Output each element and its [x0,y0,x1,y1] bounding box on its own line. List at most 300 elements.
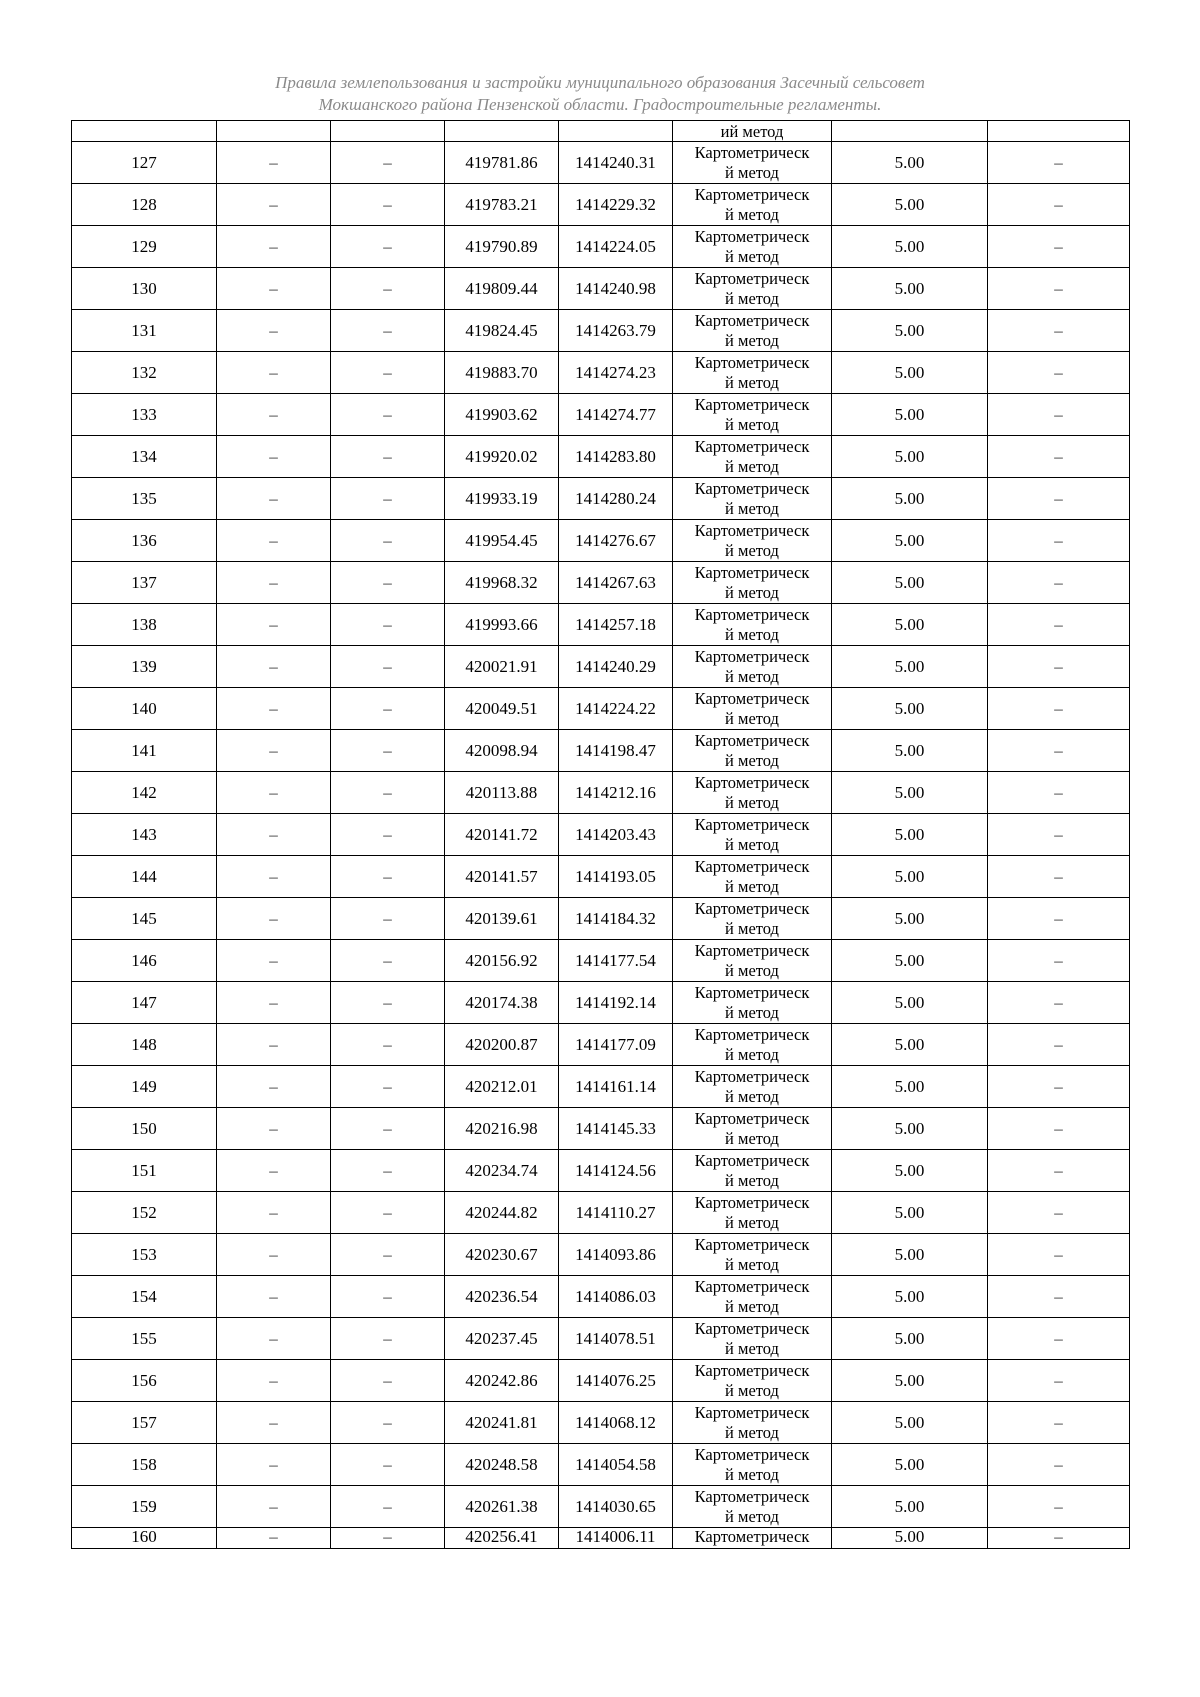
x-coordinate-cell: 419824.45 [445,310,559,352]
method-cell: Картометрическ [673,1528,832,1549]
old-y-cell: – [331,310,445,352]
point-number-cell: 143 [72,814,217,856]
x-coordinate-cell: 419790.89 [445,226,559,268]
method-cell: Картометрическ й метод [673,730,832,772]
old-x-cell: – [217,1402,331,1444]
point-number-cell: 153 [72,1234,217,1276]
accuracy-cell: 5.00 [832,1066,988,1108]
x-coordinate-cell: 420174.38 [445,982,559,1024]
accuracy-cell: 5.00 [832,1486,988,1528]
method-cell: Картометрическ й метод [673,184,832,226]
x-coordinate-cell: 419903.62 [445,394,559,436]
point-number-cell: 144 [72,856,217,898]
y-coordinate-cell: 1414240.29 [559,646,673,688]
table-row [72,1318,1130,1360]
x-coordinate-cell: 420156.92 [445,940,559,982]
y-coordinate-cell: 1414198.47 [559,730,673,772]
accuracy-cell: 5.00 [832,688,988,730]
header-line-2: Мокшанского района Пензенской области. Градостроительные регламенты. [318,95,882,114]
table-row [72,184,1130,226]
point-number-cell: 157 [72,1402,217,1444]
description-cell: – [988,814,1130,856]
point-number-cell: 155 [72,1318,217,1360]
x-coordinate-cell: 420049.51 [445,688,559,730]
description-cell: – [988,856,1130,898]
old-y-cell: – [331,142,445,184]
accuracy-cell: 5.00 [832,142,988,184]
method-cell: Картометрическ й метод [673,646,832,688]
description-cell: – [988,688,1130,730]
point-number-cell: 145 [72,898,217,940]
accuracy-cell: 5.00 [832,646,988,688]
old-y-cell: – [331,1276,445,1318]
point-number-cell: 130 [72,268,217,310]
old-x-cell: – [217,1024,331,1066]
y-coordinate-cell: 1414274.77 [559,394,673,436]
method-cell: Картометрическ й метод [673,688,832,730]
description-cell: – [988,1192,1130,1234]
method-cell: Картометрическ й метод [673,940,832,982]
old-x-cell: – [217,1234,331,1276]
table-row [72,478,1130,520]
table-row [72,1192,1130,1234]
y-coordinate-cell: 1414203.43 [559,814,673,856]
x-coordinate-cell: 419809.44 [445,268,559,310]
old-x-cell: – [217,772,331,814]
method-cell: Картометрическ й метод [673,1234,832,1276]
y-coordinate-cell: 1414240.31 [559,142,673,184]
accuracy-cell: 5.00 [832,814,988,856]
table-body [72,121,1130,1549]
method-cell: Картометрическ й метод [673,268,832,310]
x-coordinate-cell: 420242.86 [445,1360,559,1402]
table-row [72,856,1130,898]
y-coordinate-cell: 1414224.05 [559,226,673,268]
method-cell: Картометрическ й метод [673,898,832,940]
old-x-cell: – [217,394,331,436]
old-x-cell: – [217,856,331,898]
old-y-cell: – [331,982,445,1024]
y-coordinate-cell: 1414161.14 [559,1066,673,1108]
old-y-cell: – [331,1360,445,1402]
x-coordinate-cell: 420237.45 [445,1318,559,1360]
point-number-cell: 158 [72,1444,217,1486]
accuracy-cell: 5.00 [832,898,988,940]
old-x-cell: – [217,184,331,226]
y-coordinate-cell: 1414192.14 [559,982,673,1024]
old-y-cell: – [331,772,445,814]
y-coordinate-cell: 1414240.98 [559,268,673,310]
method-cell: Картометрическ й метод [673,1402,832,1444]
method-cell: Картометрическ й метод [673,1024,832,1066]
description-cell: – [988,1360,1130,1402]
old-y-cell: – [331,646,445,688]
x-coordinate-cell: 420200.87 [445,1024,559,1066]
x-coordinate-cell: 420256.41 [445,1528,559,1549]
method-cell: Картометрическ й метод [673,982,832,1024]
point-number-cell: 127 [72,142,217,184]
point-number-cell: 131 [72,310,217,352]
y-coordinate-cell: 1414110.27 [559,1192,673,1234]
description-cell: – [988,1234,1130,1276]
old-y-cell: – [331,1528,445,1549]
point-number-cell: 150 [72,1108,217,1150]
description-cell: – [988,1066,1130,1108]
old-y-cell: – [331,1192,445,1234]
old-x-cell: – [217,1150,331,1192]
y-coordinate-cell: 1414093.86 [559,1234,673,1276]
accuracy-cell: 5.00 [832,562,988,604]
x-coordinate-cell: 420141.72 [445,814,559,856]
x-coordinate-cell: 420141.57 [445,856,559,898]
x-coordinate-cell: 420212.01 [445,1066,559,1108]
accuracy-cell: 5.00 [832,1360,988,1402]
x-coordinate-cell: 420021.91 [445,646,559,688]
method-cell: Картометрическ й метод [673,1066,832,1108]
description-cell: – [988,982,1130,1024]
table-row [72,1444,1130,1486]
old-y-cell: – [331,562,445,604]
method-cell: Картометрическ й метод [673,856,832,898]
table-row [72,226,1130,268]
old-y-cell: – [331,1066,445,1108]
method-cell: Картометрическ й метод [673,436,832,478]
old-x-cell: – [217,478,331,520]
accuracy-cell: 5.00 [832,940,988,982]
y-coordinate-cell: 1414274.23 [559,352,673,394]
accuracy-cell: 5.00 [832,772,988,814]
x-coordinate-cell: 419781.86 [445,142,559,184]
description-cell: – [988,1402,1130,1444]
method-cell: Картометрическ й метод [673,1276,832,1318]
x-coordinate-cell: 420241.81 [445,1402,559,1444]
method-cell: Картометрическ й метод [673,1486,832,1528]
old-x-cell: – [217,1276,331,1318]
old-x-cell: – [217,982,331,1024]
description-cell: – [988,478,1130,520]
point-number-cell: 138 [72,604,217,646]
old-y-cell: – [331,478,445,520]
point-number-cell: 133 [72,394,217,436]
y-coordinate-cell: 1414184.32 [559,898,673,940]
old-x-cell: – [217,1486,331,1528]
table-row [72,394,1130,436]
accuracy-cell: 5.00 [832,1528,988,1549]
description-cell: – [988,1024,1130,1066]
accuracy-cell: 5.00 [832,604,988,646]
accuracy-cell: 5.00 [832,1234,988,1276]
description-cell: – [988,1528,1130,1549]
old-y-cell: – [331,1444,445,1486]
x-coordinate-cell: 419954.45 [445,520,559,562]
y-coordinate-cell: 1414177.09 [559,1024,673,1066]
x-coordinate-cell: 419968.32 [445,562,559,604]
point-number-cell: 135 [72,478,217,520]
method-cell: Картометрическ й метод [673,310,832,352]
accuracy-cell: 5.00 [832,520,988,562]
point-number-cell: 140 [72,688,217,730]
method-cell: Картометрическ й метод [673,1192,832,1234]
method-cell: Картометрическ й метод [673,394,832,436]
method-cell: Картометрическ й метод [673,814,832,856]
y-coordinate-cell: 1414030.65 [559,1486,673,1528]
x-coordinate-cell: 419993.66 [445,604,559,646]
table-row [72,982,1130,1024]
description-cell: – [988,520,1130,562]
table-row [72,940,1130,982]
table-row [72,1024,1130,1066]
description-cell: – [988,730,1130,772]
description-cell: – [988,1318,1130,1360]
table-row [72,604,1130,646]
method-cell: Картометрическ й метод [673,478,832,520]
x-coordinate-cell: 420261.38 [445,1486,559,1528]
x-coordinate-cell: 420248.58 [445,1444,559,1486]
old-y-cell: – [331,1150,445,1192]
point-number-cell: 136 [72,520,217,562]
y-coordinate-cell: 1414229.32 [559,184,673,226]
accuracy-cell: 5.00 [832,310,988,352]
y-coordinate-cell: 1414078.51 [559,1318,673,1360]
point-number-cell: 142 [72,772,217,814]
old-x-cell: – [217,1318,331,1360]
method-cell: Картометрическ й метод [673,1318,832,1360]
old-y-cell: – [331,730,445,772]
table-row [72,436,1130,478]
x-coordinate-cell: 420113.88 [445,772,559,814]
old-y-cell: – [331,1234,445,1276]
y-coordinate-cell: 1414076.25 [559,1360,673,1402]
point-number-cell: 128 [72,184,217,226]
point-number-cell: 152 [72,1192,217,1234]
x-coordinate-cell: 419783.21 [445,184,559,226]
old-x-cell: – [217,520,331,562]
table-row [72,268,1130,310]
accuracy-cell: 5.00 [832,184,988,226]
old-x-cell: – [217,436,331,478]
description-cell: – [988,1276,1130,1318]
x-coordinate-cell: 420139.61 [445,898,559,940]
old-x-cell: – [217,562,331,604]
method-cell: Картометрическ й метод [673,142,832,184]
x-coordinate-cell: 420230.67 [445,1234,559,1276]
point-number-cell: 147 [72,982,217,1024]
header-line-1: Правила землепользования и застройки муниципального образования Засечный сельсовет [275,73,925,92]
description-cell: – [988,436,1130,478]
description-cell: – [988,1444,1130,1486]
old-x-cell: – [217,604,331,646]
old-y-cell: – [331,940,445,982]
table-row [72,1360,1130,1402]
table-row [72,688,1130,730]
old-y-cell: – [331,856,445,898]
table-row [72,646,1130,688]
method-cell: Картометрическ й метод [673,772,832,814]
accuracy-cell: 5.00 [832,1402,988,1444]
old-x-cell: – [217,268,331,310]
accuracy-cell: 5.00 [832,1108,988,1150]
point-number-cell: 141 [72,730,217,772]
accuracy-cell: 5.00 [832,1024,988,1066]
description-cell: – [988,940,1130,982]
y-coordinate-cell: 1414283.80 [559,436,673,478]
table-row [72,1486,1130,1528]
old-y-cell: – [331,1318,445,1360]
x-coordinate-cell: 420236.54 [445,1276,559,1318]
point-number-cell: 156 [72,1360,217,1402]
table-row [72,1528,1130,1549]
x-coordinate-cell: 419933.19 [445,478,559,520]
method-cell: Картометрическ й метод [673,1360,832,1402]
accuracy-cell: 5.00 [832,1444,988,1486]
y-coordinate-cell: 1414086.03 [559,1276,673,1318]
y-coordinate-cell: 1414212.16 [559,772,673,814]
description-cell: – [988,352,1130,394]
table-row [72,352,1130,394]
accuracy-cell: 5.00 [832,1318,988,1360]
point-number-cell: 151 [72,1150,217,1192]
accuracy-cell: 5.00 [832,730,988,772]
table-row [72,898,1130,940]
accuracy-cell: 5.00 [832,394,988,436]
old-x-cell: – [217,310,331,352]
description-cell: – [988,394,1130,436]
table-row [72,772,1130,814]
description-cell: – [988,310,1130,352]
old-x-cell: – [217,1528,331,1549]
table-row [72,562,1130,604]
point-number-cell: 154 [72,1276,217,1318]
old-y-cell: – [331,1402,445,1444]
table-row [72,1402,1130,1444]
old-x-cell: – [217,898,331,940]
method-cell: ий метод [673,121,832,142]
table-row [72,520,1130,562]
point-number-cell: 149 [72,1066,217,1108]
old-y-cell: – [331,1486,445,1528]
x-coordinate-cell: 420098.94 [445,730,559,772]
old-y-cell: – [331,688,445,730]
y-coordinate-cell: 1414145.33 [559,1108,673,1150]
description-cell: – [988,772,1130,814]
old-x-cell: – [217,1066,331,1108]
old-x-cell: – [217,646,331,688]
y-coordinate-cell: 1414224.22 [559,688,673,730]
old-x-cell: – [217,688,331,730]
method-cell: Картометрическ й метод [673,1444,832,1486]
old-x-cell: – [217,1444,331,1486]
old-x-cell: – [217,1108,331,1150]
old-y-cell: – [331,814,445,856]
point-number-cell: 137 [72,562,217,604]
old-y-cell: – [331,394,445,436]
y-coordinate-cell: 1414263.79 [559,310,673,352]
old-y-cell: – [331,604,445,646]
table-row [72,142,1130,184]
table-row [72,310,1130,352]
y-coordinate-cell: 1414257.18 [559,604,673,646]
accuracy-cell: 5.00 [832,268,988,310]
method-cell: Картометрическ й метод [673,226,832,268]
accuracy-cell: 5.00 [832,478,988,520]
old-x-cell: – [217,142,331,184]
description-cell: – [988,142,1130,184]
x-coordinate-cell: 420244.82 [445,1192,559,1234]
table-row [72,814,1130,856]
method-cell: Картометрическ й метод [673,352,832,394]
y-coordinate-cell: 1414193.05 [559,856,673,898]
description-cell: – [988,1108,1130,1150]
accuracy-cell: 5.00 [832,352,988,394]
description-cell: – [988,268,1130,310]
accuracy-cell: 5.00 [832,982,988,1024]
description-cell: – [988,184,1130,226]
accuracy-cell: 5.00 [832,436,988,478]
accuracy-cell: 5.00 [832,1276,988,1318]
old-x-cell: – [217,1192,331,1234]
point-number-cell: 134 [72,436,217,478]
description-cell: – [988,898,1130,940]
old-x-cell: – [217,1360,331,1402]
table-row [72,1108,1130,1150]
old-y-cell: – [331,184,445,226]
x-coordinate-cell: 419883.70 [445,352,559,394]
y-coordinate-cell: 1414177.54 [559,940,673,982]
method-cell: Картометрическ й метод [673,520,832,562]
y-coordinate-cell: 1414267.63 [559,562,673,604]
accuracy-cell: 5.00 [832,226,988,268]
old-x-cell: – [217,352,331,394]
point-number-cell: 129 [72,226,217,268]
y-coordinate-cell: 1414054.58 [559,1444,673,1486]
old-y-cell: – [331,898,445,940]
point-number-cell: 159 [72,1486,217,1528]
old-y-cell: – [331,436,445,478]
table-row [72,1066,1130,1108]
y-coordinate-cell: 1414124.56 [559,1150,673,1192]
old-y-cell: – [331,352,445,394]
old-y-cell: – [331,268,445,310]
table-row [72,1150,1130,1192]
description-cell: – [988,562,1130,604]
description-cell: – [988,226,1130,268]
point-number-cell: 148 [72,1024,217,1066]
point-number-cell: 160 [72,1528,217,1549]
x-coordinate-cell: 420216.98 [445,1108,559,1150]
point-number-cell: 132 [72,352,217,394]
accuracy-cell: 5.00 [832,1150,988,1192]
method-cell: Картометрическ й метод [673,1150,832,1192]
description-cell: – [988,604,1130,646]
y-coordinate-cell: 1414280.24 [559,478,673,520]
y-coordinate-cell: 1414276.67 [559,520,673,562]
continuation-row [72,121,1130,142]
y-coordinate-cell: 1414068.12 [559,1402,673,1444]
method-cell: Картометрическ й метод [673,562,832,604]
old-y-cell: – [331,226,445,268]
method-cell: Картометрическ й метод [673,1108,832,1150]
description-cell: – [988,1486,1130,1528]
method-cell: Картометрическ й метод [673,604,832,646]
old-y-cell: – [331,1108,445,1150]
old-x-cell: – [217,730,331,772]
table-row [72,1234,1130,1276]
old-x-cell: – [217,226,331,268]
table-row [72,730,1130,772]
coordinates-table [71,120,1130,1549]
document-header [0,72,1200,116]
point-number-cell: 139 [72,646,217,688]
